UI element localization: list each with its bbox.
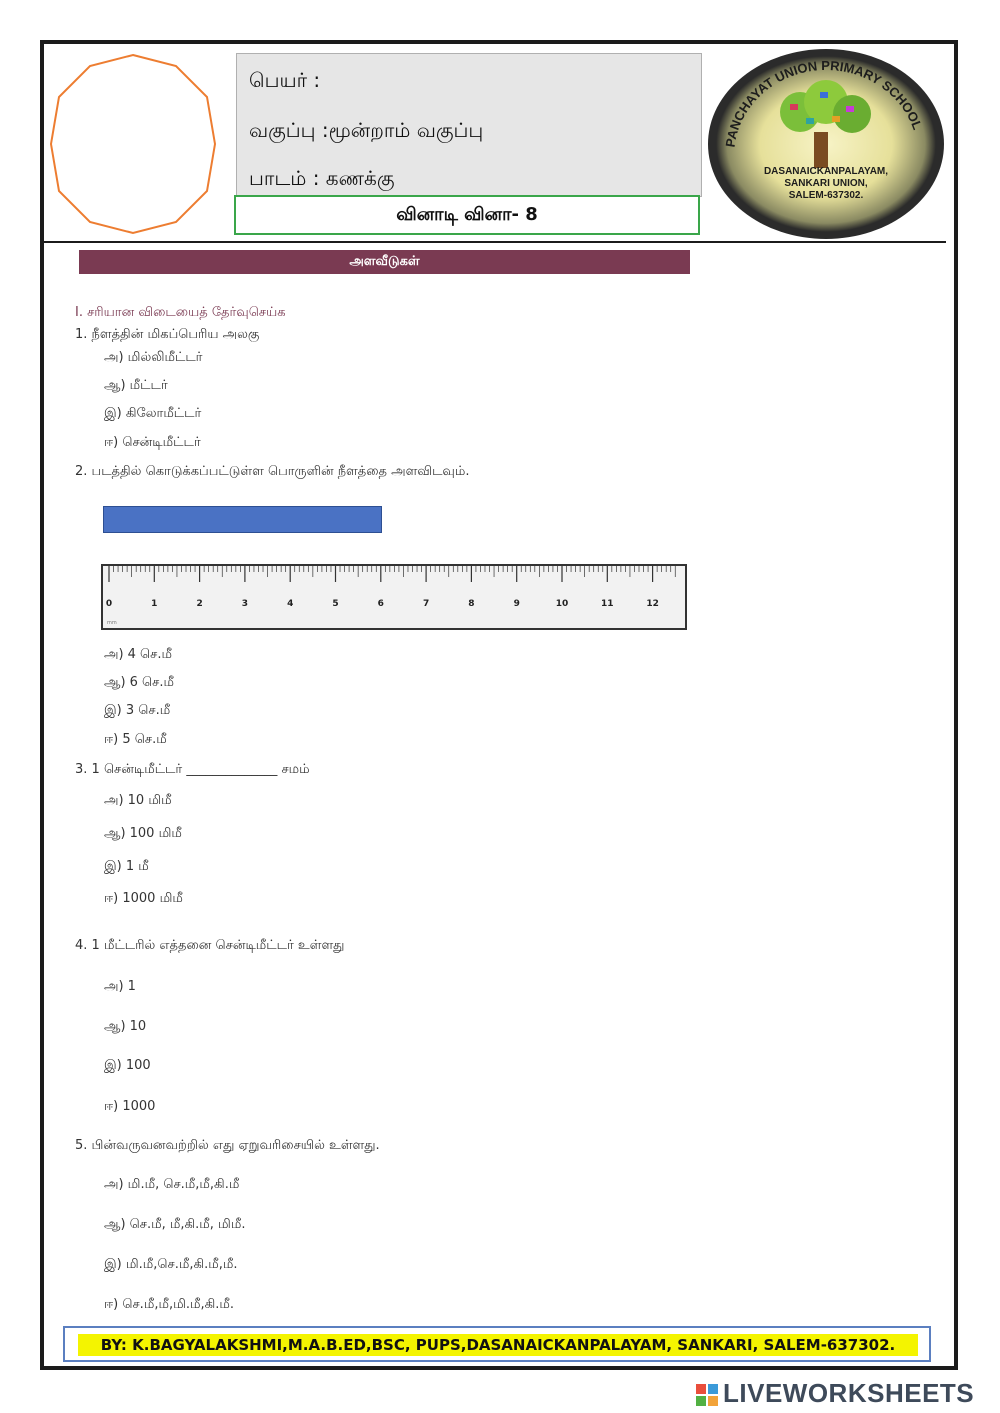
class-field-label: வகுப்பு :மூன்றாம் வகுப்பு	[249, 118, 484, 142]
question-5: 5. பின்வருவனவற்றில் எது ஏறுவரிசையில் உள்ளது.	[75, 1138, 380, 1153]
dodecagon-shape	[48, 52, 218, 236]
ruler-label: 5	[332, 599, 339, 609]
ruler-label: 1	[151, 599, 158, 609]
question-3: 3. 1 சென்டிமீட்டர் ______________ சமம்	[75, 762, 310, 777]
ruler-label: 3	[241, 599, 249, 609]
q1-option-a[interactable]: அ) மில்லிமீட்டர்	[104, 350, 203, 365]
ruler	[101, 564, 687, 630]
logo-line1: DASANAICKANPALAYAM,	[763, 166, 889, 177]
liveworksheets-logo-icon	[696, 1378, 720, 1408]
ruler-unit-mark: mm	[107, 620, 117, 626]
q3-option-d[interactable]: ஈ) 1000 மிமீ	[104, 891, 183, 906]
q4-option-a[interactable]: அ) 1	[104, 979, 136, 994]
ruler-label: 10	[555, 599, 569, 609]
q2-option-a[interactable]: அ) 4 செ.மீ	[104, 647, 173, 662]
q2-option-d[interactable]: ஈ) 5 செ.மீ	[104, 732, 167, 747]
ruler-label: 4	[287, 599, 294, 609]
q5-option-b[interactable]: ஆ) செ.மீ, மீ,கி.மீ, மிமீ.	[104, 1217, 246, 1232]
credit-text: BY: K.BAGYALAKSHMI,M.A.B.ED,BSC, PUPS,DASANAICKANPALAYAM, SANKARI, SALEM-637302.	[78, 1334, 918, 1356]
q5-option-a[interactable]: அ) மி.மீ, செ.மீ,மீ,கி.மீ	[104, 1177, 240, 1192]
question-4: 4. 1 மீட்டரில் எத்தனை சென்டிமீட்டர் உள்ளது	[75, 938, 345, 953]
school-logo	[704, 46, 948, 242]
question-1: 1. நீளத்தின் மிகப்பெரிய அலகு	[75, 327, 260, 342]
instruction-text: I. சரியான விடையைத் தேர்வுசெய்க	[75, 305, 286, 320]
name-field-label: பெயர் :	[249, 68, 321, 92]
ruler-label: 8	[468, 599, 475, 609]
logo-line2: SANKARI UNION,	[784, 178, 868, 189]
liveworksheets-brand[interactable]: LIVEWORKSHEETS	[723, 1378, 975, 1408]
q1-option-b[interactable]: ஆ) மீட்டர்	[104, 378, 168, 393]
q4-option-c[interactable]: இ) 100	[104, 1058, 151, 1073]
q3-option-a[interactable]: அ) 10 மிமீ	[104, 793, 172, 808]
q4-option-d[interactable]: ஈ) 1000	[104, 1099, 156, 1114]
ruler-label: 7	[422, 599, 430, 609]
q3-option-b[interactable]: ஆ) 100 மிமீ	[104, 826, 182, 841]
student-info-box	[236, 53, 702, 197]
ruler-label: 2	[196, 599, 203, 609]
credit-footer	[63, 1326, 931, 1362]
measured-object-bar	[103, 506, 382, 533]
subject-field-label: பாடம் : கணக்கு	[249, 166, 395, 190]
logo-line3: SALEM-637302.	[788, 190, 864, 201]
ruler-label: 6	[377, 599, 384, 609]
q4-option-b[interactable]: ஆ) 10	[104, 1019, 147, 1034]
q5-option-d[interactable]: ஈ) செ.மீ,மீ,மி.மீ,கி.மீ.	[104, 1297, 235, 1312]
quiz-title: வினாடி வினா- 8	[234, 195, 700, 235]
ruler-label: 11	[601, 599, 614, 609]
ruler-label: 12	[646, 599, 659, 609]
q5-option-c[interactable]: இ) மி.மீ,செ.மீ,கி.மீ,மீ.	[104, 1257, 238, 1272]
ruler-label: 9	[513, 599, 520, 609]
section-title-bar: அளவீடுகள்	[79, 250, 690, 274]
q3-option-c[interactable]: இ) 1 மீ	[104, 859, 149, 874]
question-2: 2. படத்தில் கொடுக்கப்பட்டுள்ள பொருளின் நீளத்தை அளவிடவும்.	[75, 464, 470, 479]
ruler-label: 0	[105, 599, 113, 609]
q2-option-c[interactable]: இ) 3 செ.மீ	[104, 703, 171, 718]
q1-option-c[interactable]: இ) கிலோமீட்டர்	[104, 406, 202, 421]
logo-arc-text: PANCHAYAT UNION PRIMARY SCHOOL	[722, 57, 926, 149]
q1-option-d[interactable]: ஈ) சென்டிமீட்டர்	[104, 435, 201, 450]
q2-option-b[interactable]: ஆ) 6 செ.மீ	[104, 675, 174, 690]
